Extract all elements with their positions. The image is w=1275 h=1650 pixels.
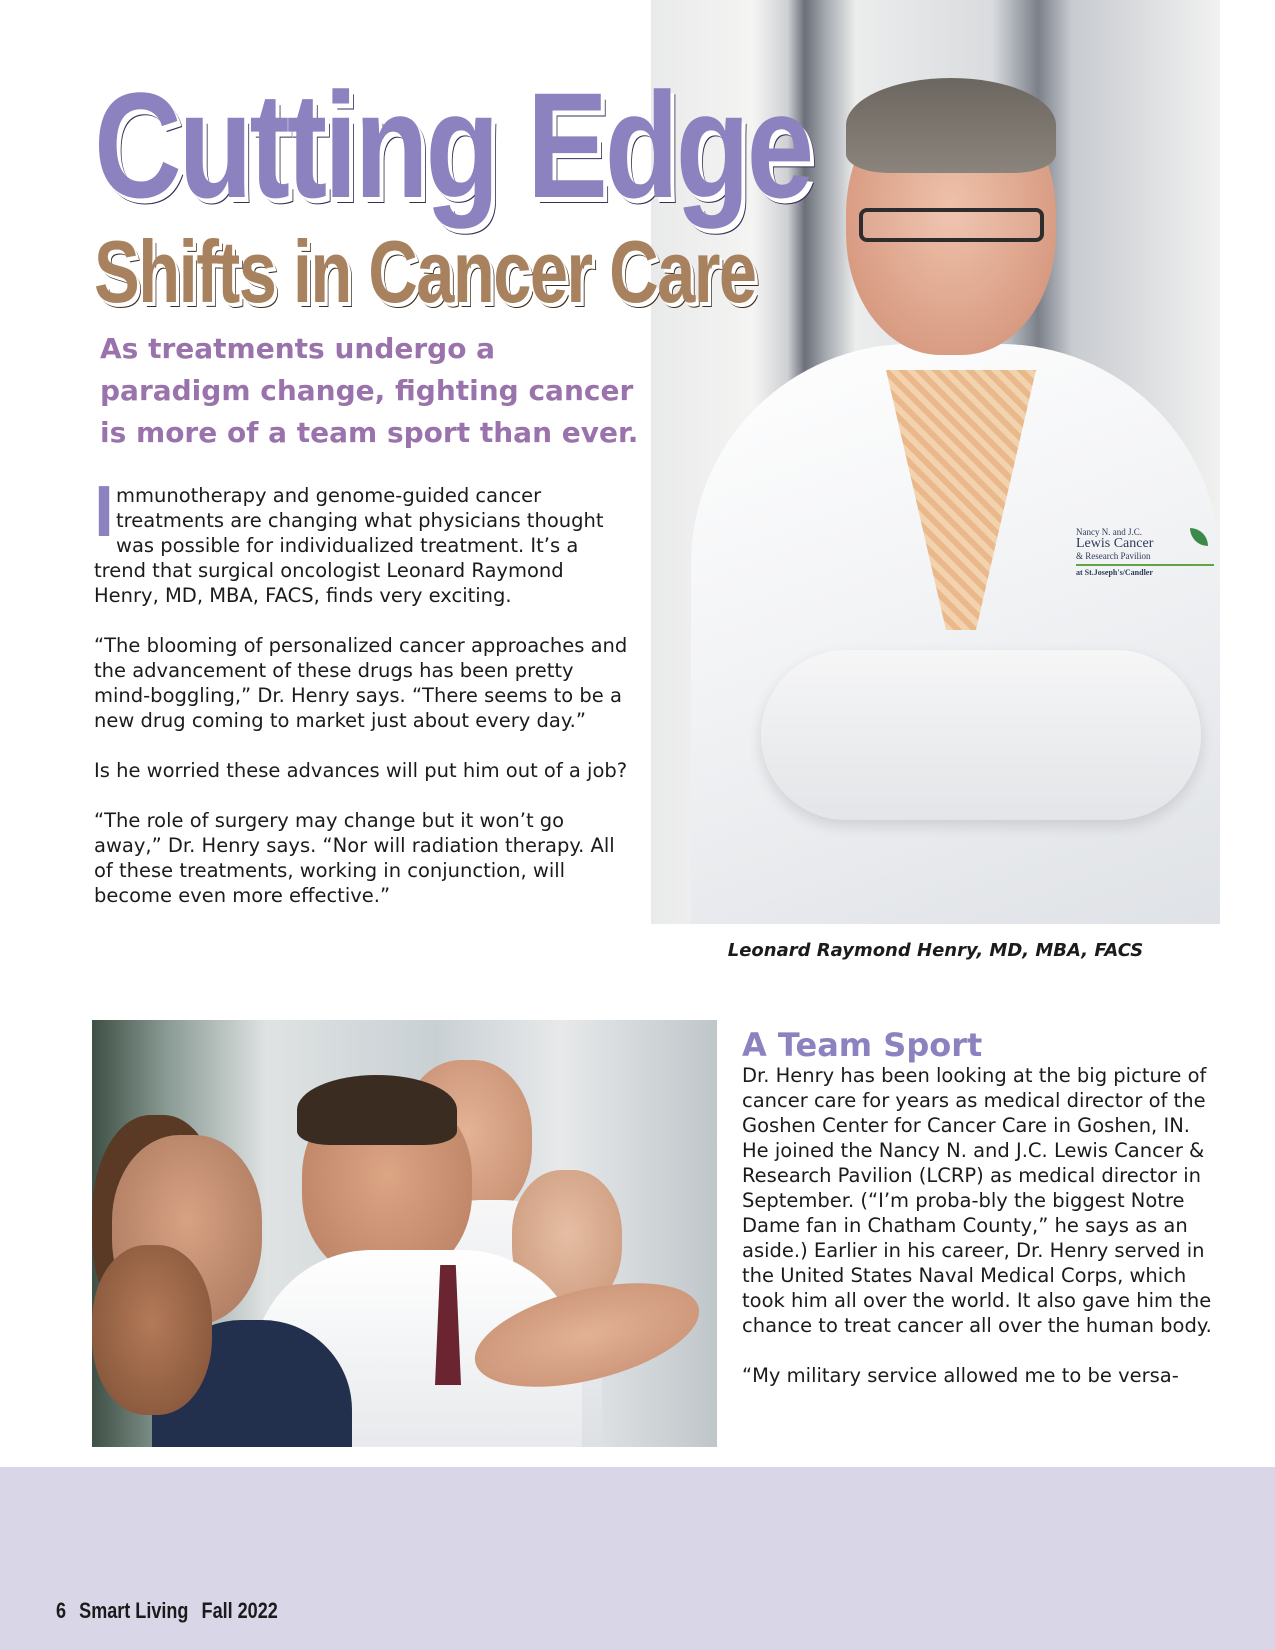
coat-embroidered-logo — [1076, 528, 1214, 588]
issue-label: Fall 2022 — [201, 1598, 278, 1623]
publication-name: Smart Living — [79, 1598, 189, 1623]
paragraph-1 — [94, 472, 634, 608]
hair-shape — [846, 78, 1056, 173]
article-body-right — [742, 1063, 1212, 1413]
paragraph-4: “The role of surgery may change but it won’t go away,” Dr. Henry says. “Nor will radiation therapy. All of these treatments, working in conjunction, will become even more effective.” — [94, 809, 615, 907]
headline-primary: Cutting Edge — [94, 61, 812, 229]
coat-logo-line1: Nancy N. and J.C. — [1076, 527, 1142, 537]
person-face — [92, 1245, 212, 1415]
coat-logo-line4: at St.Joseph's/Candler — [1076, 567, 1153, 577]
section-heading: A Team Sport — [742, 1026, 983, 1064]
paragraph-6: “My military service allowed me to be versa- — [742, 1364, 1179, 1387]
photo-caption: Leonard Raymond Henry, MD, MBA, FACS — [727, 940, 1144, 961]
person-hair — [297, 1075, 457, 1145]
article-body-left — [94, 472, 634, 933]
paragraph-1-text: mmunotherapy and genome-guided cancer treatments are changing what physicians thought was possible for individualized treatment. It’s a trend that surgical oncologist Leonard Raymond Henry, MD, MBA, FACS, finds very exciting. — [94, 484, 604, 607]
paragraph-5: Dr. Henry has been looking at the big picture of cancer care for years as medical director of the Goshen Center for Cancer Care in Goshen, IN. He joined the Nancy N. and J.C. Lewis Cancer & Research Pavilion (LCRP) as medical director in September. (“I’m proba-bly the biggest Notre Dame fan in Chatham County,” he says as an aside.) Earlier in his career, Dr. Henry served in the United States Naval Medical Corps, which took him all over the world. It also gave him the chance to treat cancer all over the human body. — [742, 1064, 1212, 1337]
drop-cap: I — [94, 472, 115, 552]
headline-secondary: Shifts in Cancer Care — [94, 222, 756, 321]
paragraph-3: Is he worried these advances will put him out of a job? — [94, 759, 628, 782]
article-deck: As treatments undergo a paradigm change, fighting cancer is more of a team sport than ever. — [100, 332, 639, 449]
coat-logo-line3: & Research Pavilion — [1076, 552, 1214, 565]
page-number: 6 — [56, 1598, 67, 1623]
team-photo-clapping-staff — [92, 1020, 717, 1447]
coat-logo-line2: Lewis Cancer — [1076, 536, 1154, 552]
glasses-shape — [859, 208, 1044, 242]
page-folio — [56, 1598, 291, 1624]
paragraph-2: “The blooming of personalized cancer approaches and the advancement of these drugs has been pretty mind-boggling,” Dr. Henry says. “There seems to be a new drug coming to market just about every day.” — [94, 634, 628, 732]
crossed-arms-shape — [761, 650, 1201, 820]
